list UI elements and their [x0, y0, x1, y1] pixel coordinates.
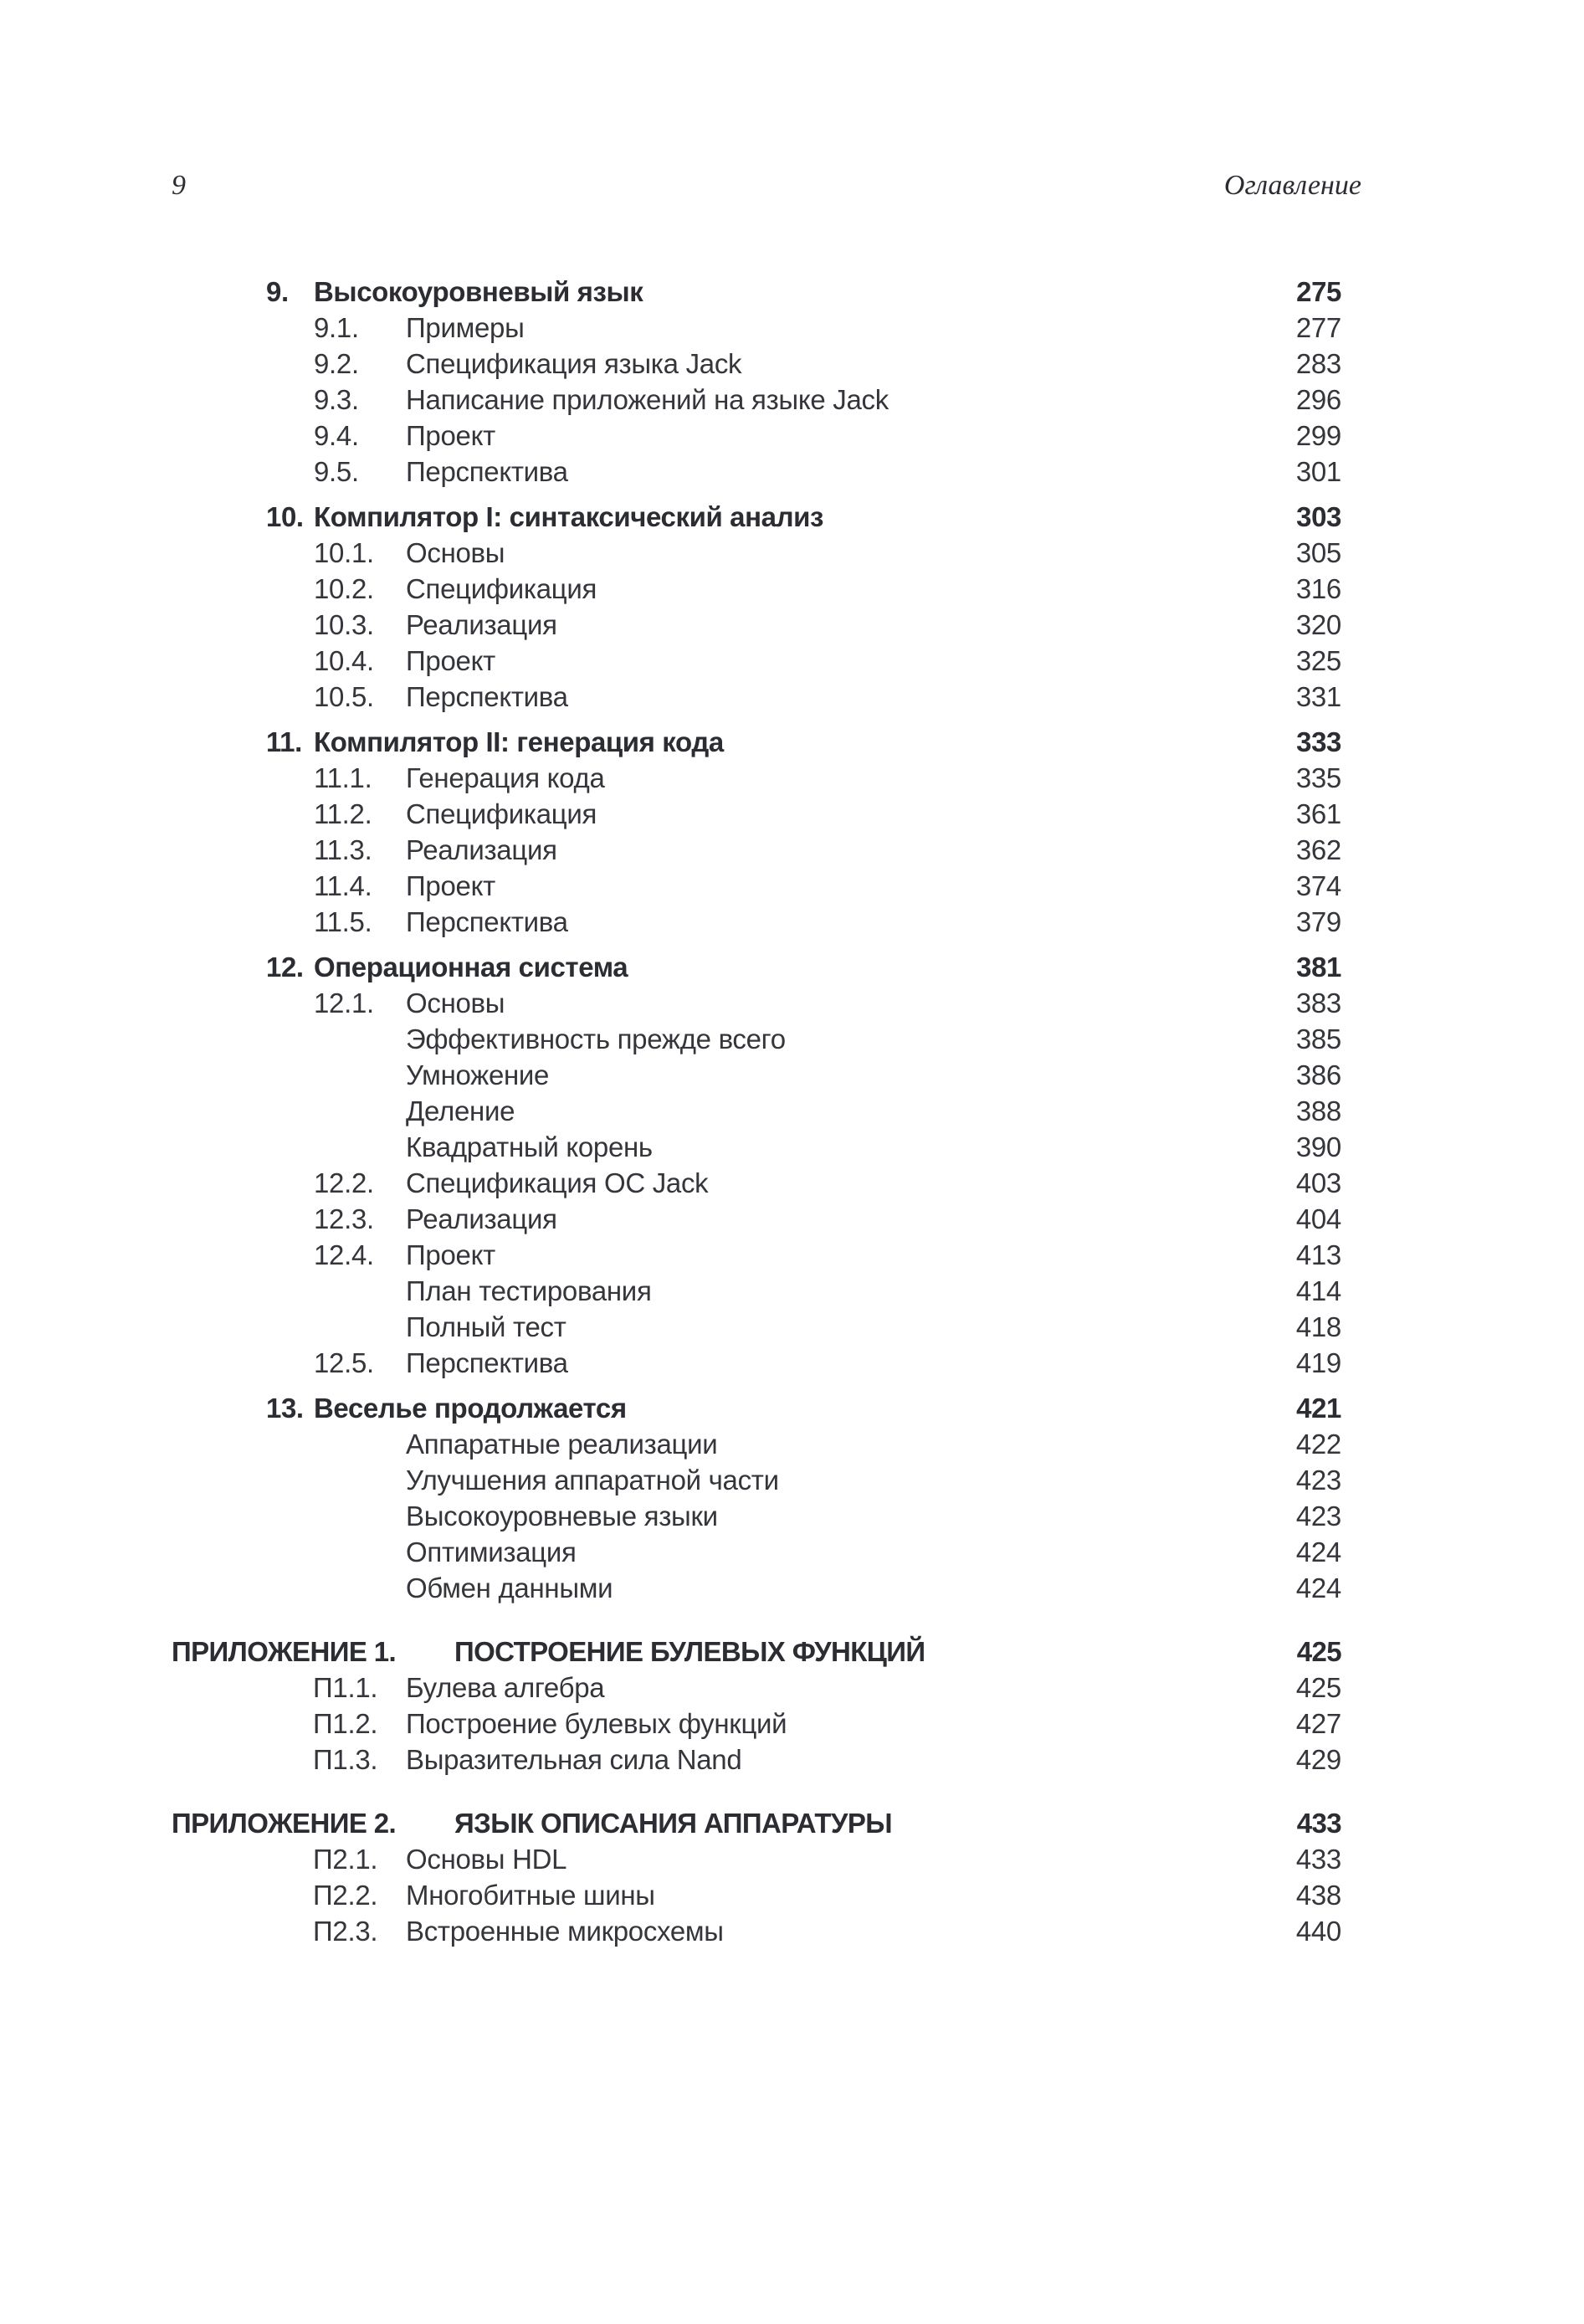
appendix-section-title: Выразительная сила Nand: [406, 1744, 742, 1775]
section-page: 325: [1295, 645, 1341, 676]
section-title: Аппаратные реализации: [406, 1429, 718, 1460]
appendix-section-page: 440: [1295, 1916, 1341, 1947]
toc-section-row[interactable]: [0, 985, 1584, 1021]
section-number: 11.2.: [314, 798, 372, 829]
toc-section-row[interactable]: [0, 454, 1584, 490]
section-page: 418: [1295, 1311, 1341, 1342]
toc-section-row[interactable]: [0, 310, 1584, 346]
section-number: 9.5.: [314, 456, 359, 487]
section-page: 374: [1295, 870, 1341, 901]
section-title: Проект: [406, 645, 495, 676]
section-page: 419: [1295, 1347, 1341, 1378]
section-page: 305: [1295, 537, 1341, 568]
section-page: 361: [1295, 798, 1341, 829]
section-title: Высокоуровневые языки: [406, 1501, 718, 1531]
appendix-label: ПРИЛОЖЕНИЕ 2.: [172, 1808, 397, 1839]
toc-section-row[interactable]: [0, 1570, 1584, 1606]
toc-appendix-section-row[interactable]: [0, 1670, 1584, 1706]
section-title: Примеры: [406, 312, 525, 343]
toc-appendix-row[interactable]: [0, 1805, 1584, 1841]
section-number: 10.3.: [314, 609, 374, 640]
section-number: 9.2.: [314, 348, 359, 379]
chapter-title: Веселье продолжается: [314, 1393, 627, 1424]
appendix-page: 425: [1296, 1636, 1341, 1667]
toc-chapter-row[interactable]: [0, 949, 1584, 985]
section-page: 331: [1295, 681, 1341, 712]
appendix-section-number: П1.1.: [313, 1672, 378, 1703]
section-title: Эффективность прежде всего: [406, 1023, 786, 1054]
toc-section-row[interactable]: [0, 1309, 1584, 1345]
chapter-page: 275: [1296, 276, 1341, 307]
toc-appendix-section-row[interactable]: [0, 1706, 1584, 1742]
toc-section-row[interactable]: [0, 760, 1584, 796]
appendix-title: ПОСТРОЕНИЕ БУЛЕВЫХ ФУНКЦИЙ: [454, 1636, 925, 1667]
chapter-number: 9.: [266, 276, 289, 307]
section-page: 316: [1295, 573, 1341, 604]
section-number: 12.2.: [314, 1167, 374, 1198]
toc-section-row[interactable]: [0, 418, 1584, 454]
section-page: 299: [1295, 420, 1341, 451]
section-title: План тестирования: [406, 1275, 652, 1306]
section-page: 404: [1295, 1203, 1341, 1234]
section-title: Спецификация: [406, 798, 597, 829]
section-title: Спецификация ОС Jack: [406, 1167, 709, 1198]
section-page: 403: [1295, 1167, 1341, 1198]
toc-section-row[interactable]: [0, 832, 1584, 868]
section-page: 423: [1295, 1465, 1341, 1495]
toc-section-row[interactable]: [0, 1021, 1584, 1057]
toc-chapter-row[interactable]: [0, 499, 1584, 535]
section-title: Спецификация: [406, 573, 597, 604]
appendix-section-number: П2.1.: [313, 1844, 378, 1875]
section-page: 296: [1295, 384, 1341, 415]
section-page: 379: [1295, 906, 1341, 937]
toc-section-row[interactable]: [0, 382, 1584, 418]
section-number: 9.3.: [314, 384, 359, 415]
section-page: 424: [1295, 1537, 1341, 1567]
toc-section-row[interactable]: [0, 607, 1584, 643]
toc-section-row[interactable]: [0, 535, 1584, 571]
section-title: Перспектива: [406, 1347, 568, 1378]
section-page: 390: [1295, 1131, 1341, 1162]
toc-appendix-section-row[interactable]: [0, 1913, 1584, 1949]
toc-section-row[interactable]: [0, 796, 1584, 832]
toc-section-row[interactable]: [0, 1426, 1584, 1462]
toc-section-row[interactable]: [0, 679, 1584, 715]
section-number: 10.1.: [314, 537, 374, 568]
section-title: Проект: [406, 420, 495, 451]
section-page: 283: [1295, 348, 1341, 379]
chapter-page: 303: [1296, 501, 1341, 532]
section-title: Перспектива: [406, 681, 568, 712]
appendix-section-page: 438: [1295, 1880, 1341, 1911]
section-title: Перспектива: [406, 906, 568, 937]
appendix-title: ЯЗЫК ОПИСАНИЯ АППАРАТУРЫ: [454, 1808, 892, 1839]
toc-section-row[interactable]: [0, 1498, 1584, 1534]
chapter-number: 12.: [266, 952, 304, 982]
section-page: 301: [1295, 456, 1341, 487]
section-page: 414: [1295, 1275, 1341, 1306]
section-page: 385: [1295, 1023, 1341, 1054]
chapter-number: 11.: [266, 726, 302, 757]
running-title: Оглавление: [1223, 170, 1361, 201]
toc-section-row[interactable]: [0, 1165, 1584, 1201]
toc-section-row[interactable]: [0, 1462, 1584, 1498]
section-page: 388: [1295, 1095, 1341, 1126]
toc-section-row[interactable]: [0, 1345, 1584, 1381]
page-number: 9: [172, 170, 186, 201]
section-title: Проект: [406, 1239, 495, 1270]
section-title: Спецификация языка Jack: [406, 348, 742, 379]
section-title: Деление: [406, 1095, 515, 1126]
section-title: Квадратный корень: [406, 1131, 653, 1162]
section-page: 277: [1295, 312, 1341, 343]
section-page: 320: [1295, 609, 1341, 640]
section-page: 386: [1295, 1059, 1341, 1090]
chapter-title: Компилятор I: синтаксический анализ: [314, 501, 824, 532]
section-title: Написание приложений на языке Jack: [406, 384, 889, 415]
chapter-number: 10.: [266, 501, 304, 532]
appendix-section-number: П1.3.: [313, 1744, 378, 1775]
section-number: 10.4.: [314, 645, 374, 676]
appendix-section-number: П2.3.: [313, 1916, 378, 1947]
toc-appendix-row[interactable]: [0, 1634, 1584, 1670]
toc-section-row[interactable]: [0, 1129, 1584, 1165]
toc-section-row[interactable]: [0, 1093, 1584, 1129]
toc-appendix-section-row[interactable]: [0, 1742, 1584, 1778]
section-number: 9.4.: [314, 420, 359, 451]
section-number: 12.3.: [314, 1203, 374, 1234]
appendix-section-page: 429: [1295, 1744, 1341, 1775]
chapter-title: Компилятор II: генерация кода: [314, 726, 724, 757]
appendix-section-title: Многобитные шины: [406, 1880, 655, 1911]
toc-section-row[interactable]: [0, 1057, 1584, 1093]
section-page: 362: [1295, 834, 1341, 865]
toc-section-row[interactable]: [0, 643, 1584, 679]
toc-chapter-row[interactable]: [0, 724, 1584, 760]
section-title: Основы: [406, 537, 505, 568]
section-number: 11.3.: [314, 834, 372, 865]
appendix-section-number: П2.2.: [313, 1880, 378, 1911]
section-number: 11.4.: [314, 870, 372, 901]
section-number: 11.5.: [314, 906, 372, 937]
appendix-section-page: 425: [1295, 1672, 1341, 1703]
section-title: Реализация: [406, 609, 557, 640]
section-page: 383: [1295, 988, 1341, 1018]
section-number: 12.5.: [314, 1347, 374, 1378]
toc-section-row[interactable]: [0, 1273, 1584, 1309]
chapter-title: Операционная система: [314, 952, 628, 982]
appendix-section-page: 427: [1295, 1708, 1341, 1739]
section-page: 424: [1295, 1572, 1341, 1603]
section-page: 335: [1295, 762, 1341, 793]
running-header: [172, 170, 1361, 212]
section-page: 413: [1295, 1239, 1341, 1270]
section-title: Оптимизация: [406, 1537, 577, 1567]
appendix-section-title: Встроенные микросхемы: [406, 1916, 724, 1947]
section-title: Генерация кода: [406, 762, 605, 793]
appendix-page: 433: [1296, 1808, 1341, 1839]
toc-section-row[interactable]: [0, 1201, 1584, 1237]
toc-chapter-row[interactable]: [0, 1390, 1584, 1426]
section-title: Полный тест: [406, 1311, 566, 1342]
section-title: Улучшения аппаратной части: [406, 1465, 779, 1495]
appendix-section-title: Построение булевых функций: [406, 1708, 787, 1739]
toc-appendix-section-row[interactable]: [0, 1841, 1584, 1877]
section-title: Основы: [406, 988, 505, 1018]
section-title: Перспектива: [406, 456, 568, 487]
chapter-title: Высокоуровневый язык: [314, 276, 643, 307]
toc-section-row[interactable]: [0, 571, 1584, 607]
appendix-section-page: 433: [1295, 1844, 1341, 1875]
appendix-section-number: П1.2.: [313, 1708, 378, 1739]
toc-section-row[interactable]: [0, 1534, 1584, 1570]
appendix-label: ПРИЛОЖЕНИЕ 1.: [172, 1636, 397, 1667]
chapter-page: 381: [1296, 952, 1341, 982]
section-title: Реализация: [406, 834, 557, 865]
section-number: 11.1.: [314, 762, 372, 793]
table-of-contents: [0, 274, 1584, 1949]
section-number: 9.1.: [314, 312, 359, 343]
appendix-section-title: Основы HDL: [406, 1844, 567, 1875]
section-number: 12.4.: [314, 1239, 374, 1270]
section-page: 423: [1295, 1501, 1341, 1531]
section-title: Реализация: [406, 1203, 557, 1234]
toc-section-row[interactable]: [0, 868, 1584, 904]
section-title: Обмен данными: [406, 1572, 613, 1603]
chapter-page: 421: [1296, 1393, 1341, 1424]
section-title: Проект: [406, 870, 495, 901]
section-page: 422: [1295, 1429, 1341, 1460]
toc-section-row[interactable]: [0, 1237, 1584, 1273]
appendix-section-title: Булева алгебра: [406, 1672, 605, 1703]
section-title: Умножение: [406, 1059, 550, 1090]
toc-appendix-section-row[interactable]: [0, 1877, 1584, 1913]
section-number: 10.5.: [314, 681, 374, 712]
toc-section-row[interactable]: [0, 346, 1584, 382]
section-number: 12.1.: [314, 988, 374, 1018]
toc-chapter-row[interactable]: [0, 274, 1584, 310]
toc-section-row[interactable]: [0, 904, 1584, 940]
section-number: 10.2.: [314, 573, 374, 604]
chapter-page: 333: [1296, 726, 1341, 757]
chapter-number: 13.: [266, 1393, 304, 1424]
